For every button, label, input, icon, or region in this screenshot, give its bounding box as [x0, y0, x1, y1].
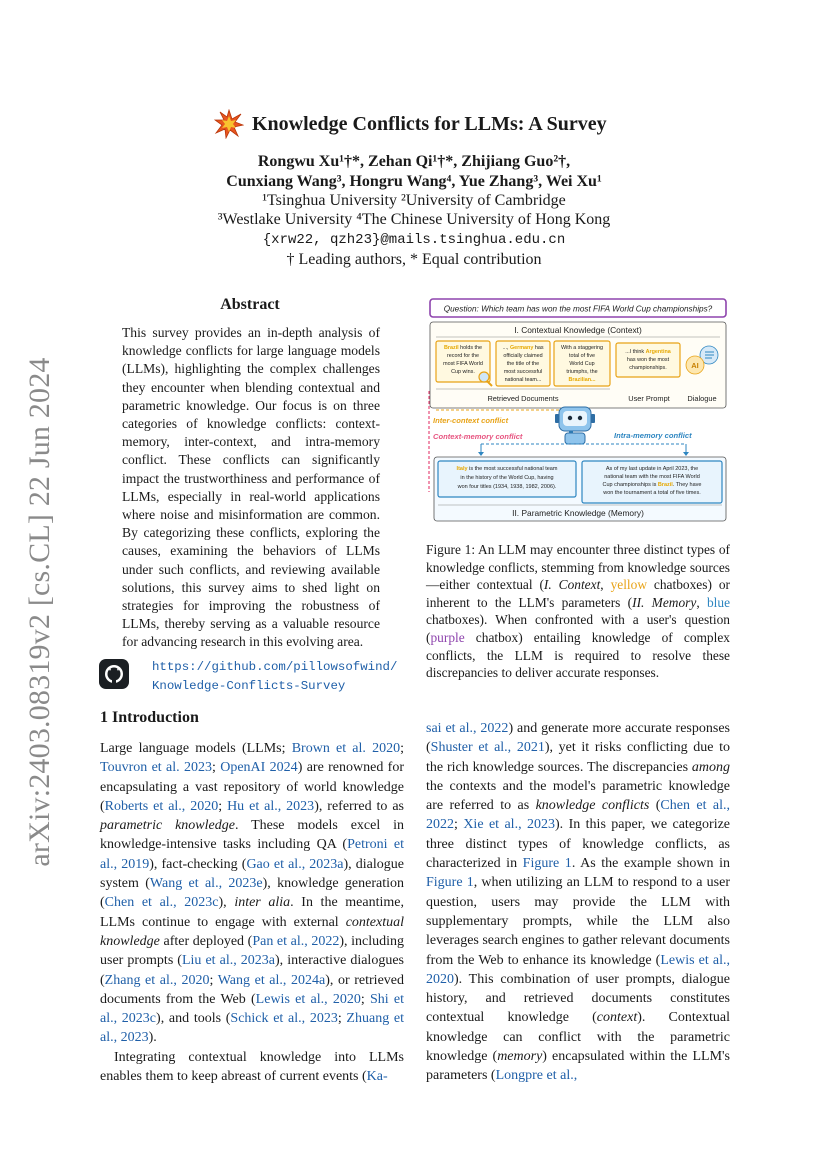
italic-term: contextual knowledge [100, 914, 404, 949]
svg-text:Cup championships is Brazil. T: Cup championships is Brazil. They have [602, 482, 702, 488]
title-row [214, 108, 634, 140]
citation-link[interactable]: Brown et al. 2020 [291, 741, 401, 756]
context-memory-conflict-label: Context-memory conflict [433, 432, 523, 441]
abstract-heading: Abstract [220, 296, 280, 313]
citation-link[interactable]: Xie et al., 2023 [463, 817, 555, 833]
arxiv-id-text: arXiv:2403.08319v2 [cs.CL] 22 Jun 2024 [23, 357, 56, 867]
authors-line-2: Cunxiang Wang³, Hongru Wang⁴, Yue Zhang³, Wei Xu¹ [226, 173, 602, 190]
doc1-line-2: record for the [446, 353, 480, 359]
doc3-line-3: World Cup [569, 361, 595, 367]
caption-part: , [696, 594, 707, 610]
doc3-line-5: Brazilian... [568, 377, 596, 383]
doc3-line-2: total of five [568, 353, 596, 359]
caption-part: chatboxes). When confronted with a user's question ( [426, 612, 730, 645]
github-link-line-1[interactable]: https://github.com/pillowsofwind/ [152, 660, 398, 674]
citation-link[interactable]: Figure 1 [426, 875, 474, 891]
paragraph-text: ), interactive dialogues ( [100, 953, 404, 988]
svg-text:Italy is the most successful n: Italy is the most successful national team [456, 466, 558, 472]
mem2-line-2: national team with the most FIFA World [604, 474, 700, 480]
caption-memory-term: II. Memory [632, 594, 697, 610]
paragraph-text: ; [211, 760, 221, 776]
affiliations-line-1: ¹Tsinghua University ²University of Cambridge [262, 192, 566, 209]
paragraph-text: ), referred to as [314, 798, 404, 814]
caption-yellow-word: yellow [610, 577, 648, 593]
paragraph-text: ). In this paper, we categorize three distinct types of knowledge conflicts, as characterized in [426, 817, 731, 872]
citation-link[interactable]: Zhuang et al., 2023 [100, 1011, 404, 1046]
paragraph-text: ) and generate more accurate responses ( [426, 721, 730, 756]
caption-blue-word: blue [706, 594, 731, 610]
citation-link[interactable]: Zhang et al., 2020 [104, 972, 210, 988]
paragraph-text: ). Contextual knowledge can conflict with the parametric knowledge ( [426, 1010, 730, 1065]
authors-line-1: Rongwu Xu¹†*, Zehan Qi¹†*, Zhijiang Guo²†, [257, 153, 571, 170]
robot-llm-icon [555, 407, 595, 444]
context-title: I. Contextual Knowledge (Context) [514, 325, 642, 335]
paragraph-text: . As the example shown in [571, 856, 730, 872]
github-icon[interactable] [99, 659, 129, 689]
figure-1-caption [426, 541, 730, 682]
label-retrieved-documents: Retrieved Documents [487, 394, 559, 403]
citation-link[interactable]: sai et al., 2022 [426, 721, 509, 736]
citation-link[interactable]: Shuster et al., 2021 [430, 740, 545, 756]
italic-term: knowledge conflicts [535, 798, 650, 814]
doc2-line-2: officially claimed [503, 353, 543, 359]
citation-link[interactable]: Chen et al., 2022 [426, 798, 730, 833]
label-dialogue: Dialogue [687, 394, 717, 403]
doc1-line-4: Cup wins. [451, 369, 475, 375]
doc3-line-1: With a staggering [561, 345, 603, 351]
prompt-line-3: championships. [629, 365, 667, 371]
citation-link[interactable]: Lewis et al., 2020 [255, 991, 361, 1007]
paragraph-text: ), knowledge generation ( [100, 876, 404, 911]
figure-1 [426, 297, 730, 523]
github-link-line-2[interactable]: Knowledge-Conflicts-Survey [152, 679, 346, 693]
citation-link[interactable]: Ka- [366, 1069, 388, 1085]
arxiv-side-stamp [20, 357, 60, 867]
paragraph-text: ), and tools ( [156, 1011, 231, 1027]
paragraph-text: ; [454, 817, 464, 833]
paragraph-text: ). [148, 1030, 157, 1046]
caption-context-term: I. Context [543, 577, 601, 593]
citation-link[interactable]: Longpre et al., [495, 1068, 578, 1084]
citation-link[interactable]: Petroni et al., 2019 [100, 837, 404, 872]
intro-left-column [100, 739, 404, 1086]
citation-link[interactable]: OpenAI 2024 [220, 760, 298, 776]
paragraph-text: ), including user prompts ( [100, 933, 404, 969]
italic-term: context [596, 1010, 638, 1026]
citation-link[interactable]: Shi et al., 2023c [100, 991, 404, 1027]
caption-part: , [600, 577, 611, 593]
author-emails: {xrw22, qzh23}@mails.tsinghua.edu.cn [262, 232, 566, 248]
paragraph-text: ; [400, 741, 404, 756]
figure-1-diagram [426, 297, 730, 523]
affiliations-line-2: ³Westlake University ⁴The Chinese University of Hong Kong [217, 211, 611, 228]
paragraph-text: ), or retrieved documents from the Web ( [100, 972, 405, 1007]
citation-link[interactable]: Pan et al., 2022 [252, 933, 340, 949]
italic-term: memory [497, 1049, 543, 1065]
citation-link[interactable]: Wang et al., 2023e [149, 876, 263, 892]
author-roles-note: † Leading authors, * Equal contribution [286, 251, 542, 268]
citation-link[interactable]: Hu et al., 2023 [227, 798, 315, 814]
memory-title: II. Parametric Knowledge (Memory) [512, 508, 644, 518]
svg-text:..., Germany has: ..., Germany has [502, 345, 544, 351]
section-heading-introduction: 1 Introduction [100, 709, 199, 726]
paper-title: Knowledge Conflicts for LLMs: A Survey [252, 112, 607, 135]
paragraph-text: ; [209, 972, 218, 988]
intro-right-column [426, 719, 730, 1086]
caption-part: Figure 1: An LLM may encounter three distinct types of knowledge conflicts, stemming from knowledge sources—either contextual ( [426, 542, 730, 593]
doc2-line-4: most successful [503, 369, 543, 375]
paragraph-text: , when utilizing an LLM to respond to a user question, users may provide the LLM with supplementary prompts, while the LLM also leverages search engines to gather relevant documents from the Web to enhance its knowledge ( [426, 875, 730, 968]
paragraph-text: the contexts and the model's parametric knowledge are referred to as [426, 778, 730, 814]
mem1-line-2: in the history of the World Cup, having [460, 475, 554, 481]
prompt-line-2: has won the most [626, 357, 670, 363]
paragraph-text: ), fact-checking ( [149, 856, 247, 872]
burst-icon [214, 109, 244, 139]
intro-paragraph-continued [426, 719, 730, 1086]
citation-link[interactable]: Liu et al., 2023a [181, 953, 275, 969]
paragraph-text: ) encapsulated within the LLM's parameters ( [426, 1049, 730, 1084]
svg-text:Brazil holds the: Brazil holds the [443, 345, 483, 351]
citation-link[interactable]: Schick et al., 2023 [230, 1011, 338, 1027]
citation-link[interactable]: Figure 1 [522, 856, 572, 872]
intro-paragraph-1 [100, 739, 404, 1048]
citation-link[interactable]: Gao et al., 2023a [246, 856, 344, 872]
paragraph-text: ), yet it risks conflicting due to the rich knowledge sources. The discrepancies [426, 740, 730, 775]
ai-badge: AI [691, 361, 699, 370]
inter-context-conflict-label: Inter-context conflict [433, 416, 509, 425]
svg-text:...I think Argentina: ...I think Argentina [625, 349, 671, 355]
italic-term: among [691, 759, 730, 775]
figure-question: Question: Which team has won the most FIFA World Cup championships? [443, 304, 713, 314]
italic-term: parametric knowledge [100, 818, 235, 834]
abstract-body: This survey provides an in-depth analysis of knowledge conflicts for large language models (LLMs), highlighting the complex challenges they encounter when blending contextual and parametric knowledge. Our focus is on three categories of knowledge conflicts: context-memory, inter-context, and intra-memory conflict. These conflicts can significantly impact the trustworthiness and performance of LLMs, especially in real-world applications where noise and misinformation are common. By categorizing these conflicts, exploring the causes, examining the behaviors of LLMs under such conflicts, and reviewing available solutions, this survey aims to shed light on strategies for improving the robustness of LLMs, thereby serving as a valuable resource for advancing research in this evolving area. [122, 325, 380, 650]
paragraph-text: after deployed ( [159, 933, 253, 949]
doc2-line-3: the title of the [506, 361, 540, 367]
mem1-line-3: won four titles (1934, 1938, 1982, 2006). [457, 484, 557, 490]
paragraph-text: ), dialogue system ( [100, 856, 404, 892]
intro-paragraph-2 [100, 1048, 404, 1087]
paragraph-text: Integrating contextual knowledge into LLMs enables them to keep abreast of current events ( [100, 1049, 404, 1085]
doc1-line-3: most FIFA World [443, 361, 483, 367]
intra-memory-conflict-label: Intra-memory conflict [614, 431, 692, 440]
mem2-line-4: won the tournament a total of five times. [603, 490, 701, 496]
citation-link[interactable]: Roberts et al., 2020 [104, 798, 219, 814]
citation-link[interactable]: Wang et al., 2024a [217, 972, 326, 988]
label-user-prompt: User Prompt [628, 394, 670, 403]
doc2-line-5: national team... [504, 377, 542, 383]
paragraph-text: Large language models (LLMs; [100, 741, 292, 756]
citation-link[interactable]: Chen et al., 2023c [104, 895, 219, 911]
paragraph-text: ; [337, 1011, 347, 1027]
caption-purple-word: purple [430, 629, 465, 645]
paragraph-text: . These models excel in knowledge-intensive tasks including QA ( [100, 818, 404, 853]
paragraph-text: ), [218, 895, 235, 911]
paragraph-text: ( [649, 798, 661, 814]
italic-term: inter alia [234, 895, 291, 911]
citation-link[interactable]: Lewis et al., 2020 [426, 952, 731, 987]
mem2-line-1: As of my last update in April 2023, the [605, 466, 699, 472]
caption-part: chatboxes) or inherent to the LLM's parameters ( [426, 577, 730, 610]
paragraph-text: ). This combination of user prompts, dialogue history, and retrieved documents constitutes contextual knowledge ( [426, 971, 730, 1026]
doc3-line-4: triumphs, the [566, 369, 598, 375]
caption-part: chatbox) entailing knowledge of complex conflicts, the LLM is required to resolve these discrepancies to deliver accurate responses. [426, 629, 730, 681]
citation-link[interactable]: Touvron et al. 2023 [100, 760, 212, 776]
paragraph-text: ) are renowned for encapsulating a vast repository of world knowledge ( [100, 760, 405, 814]
paragraph-text: . In the meantime, LLMs continue to engage with external [100, 895, 404, 930]
paragraph-text: ; [360, 991, 370, 1007]
paragraph-text: ; [218, 798, 228, 814]
